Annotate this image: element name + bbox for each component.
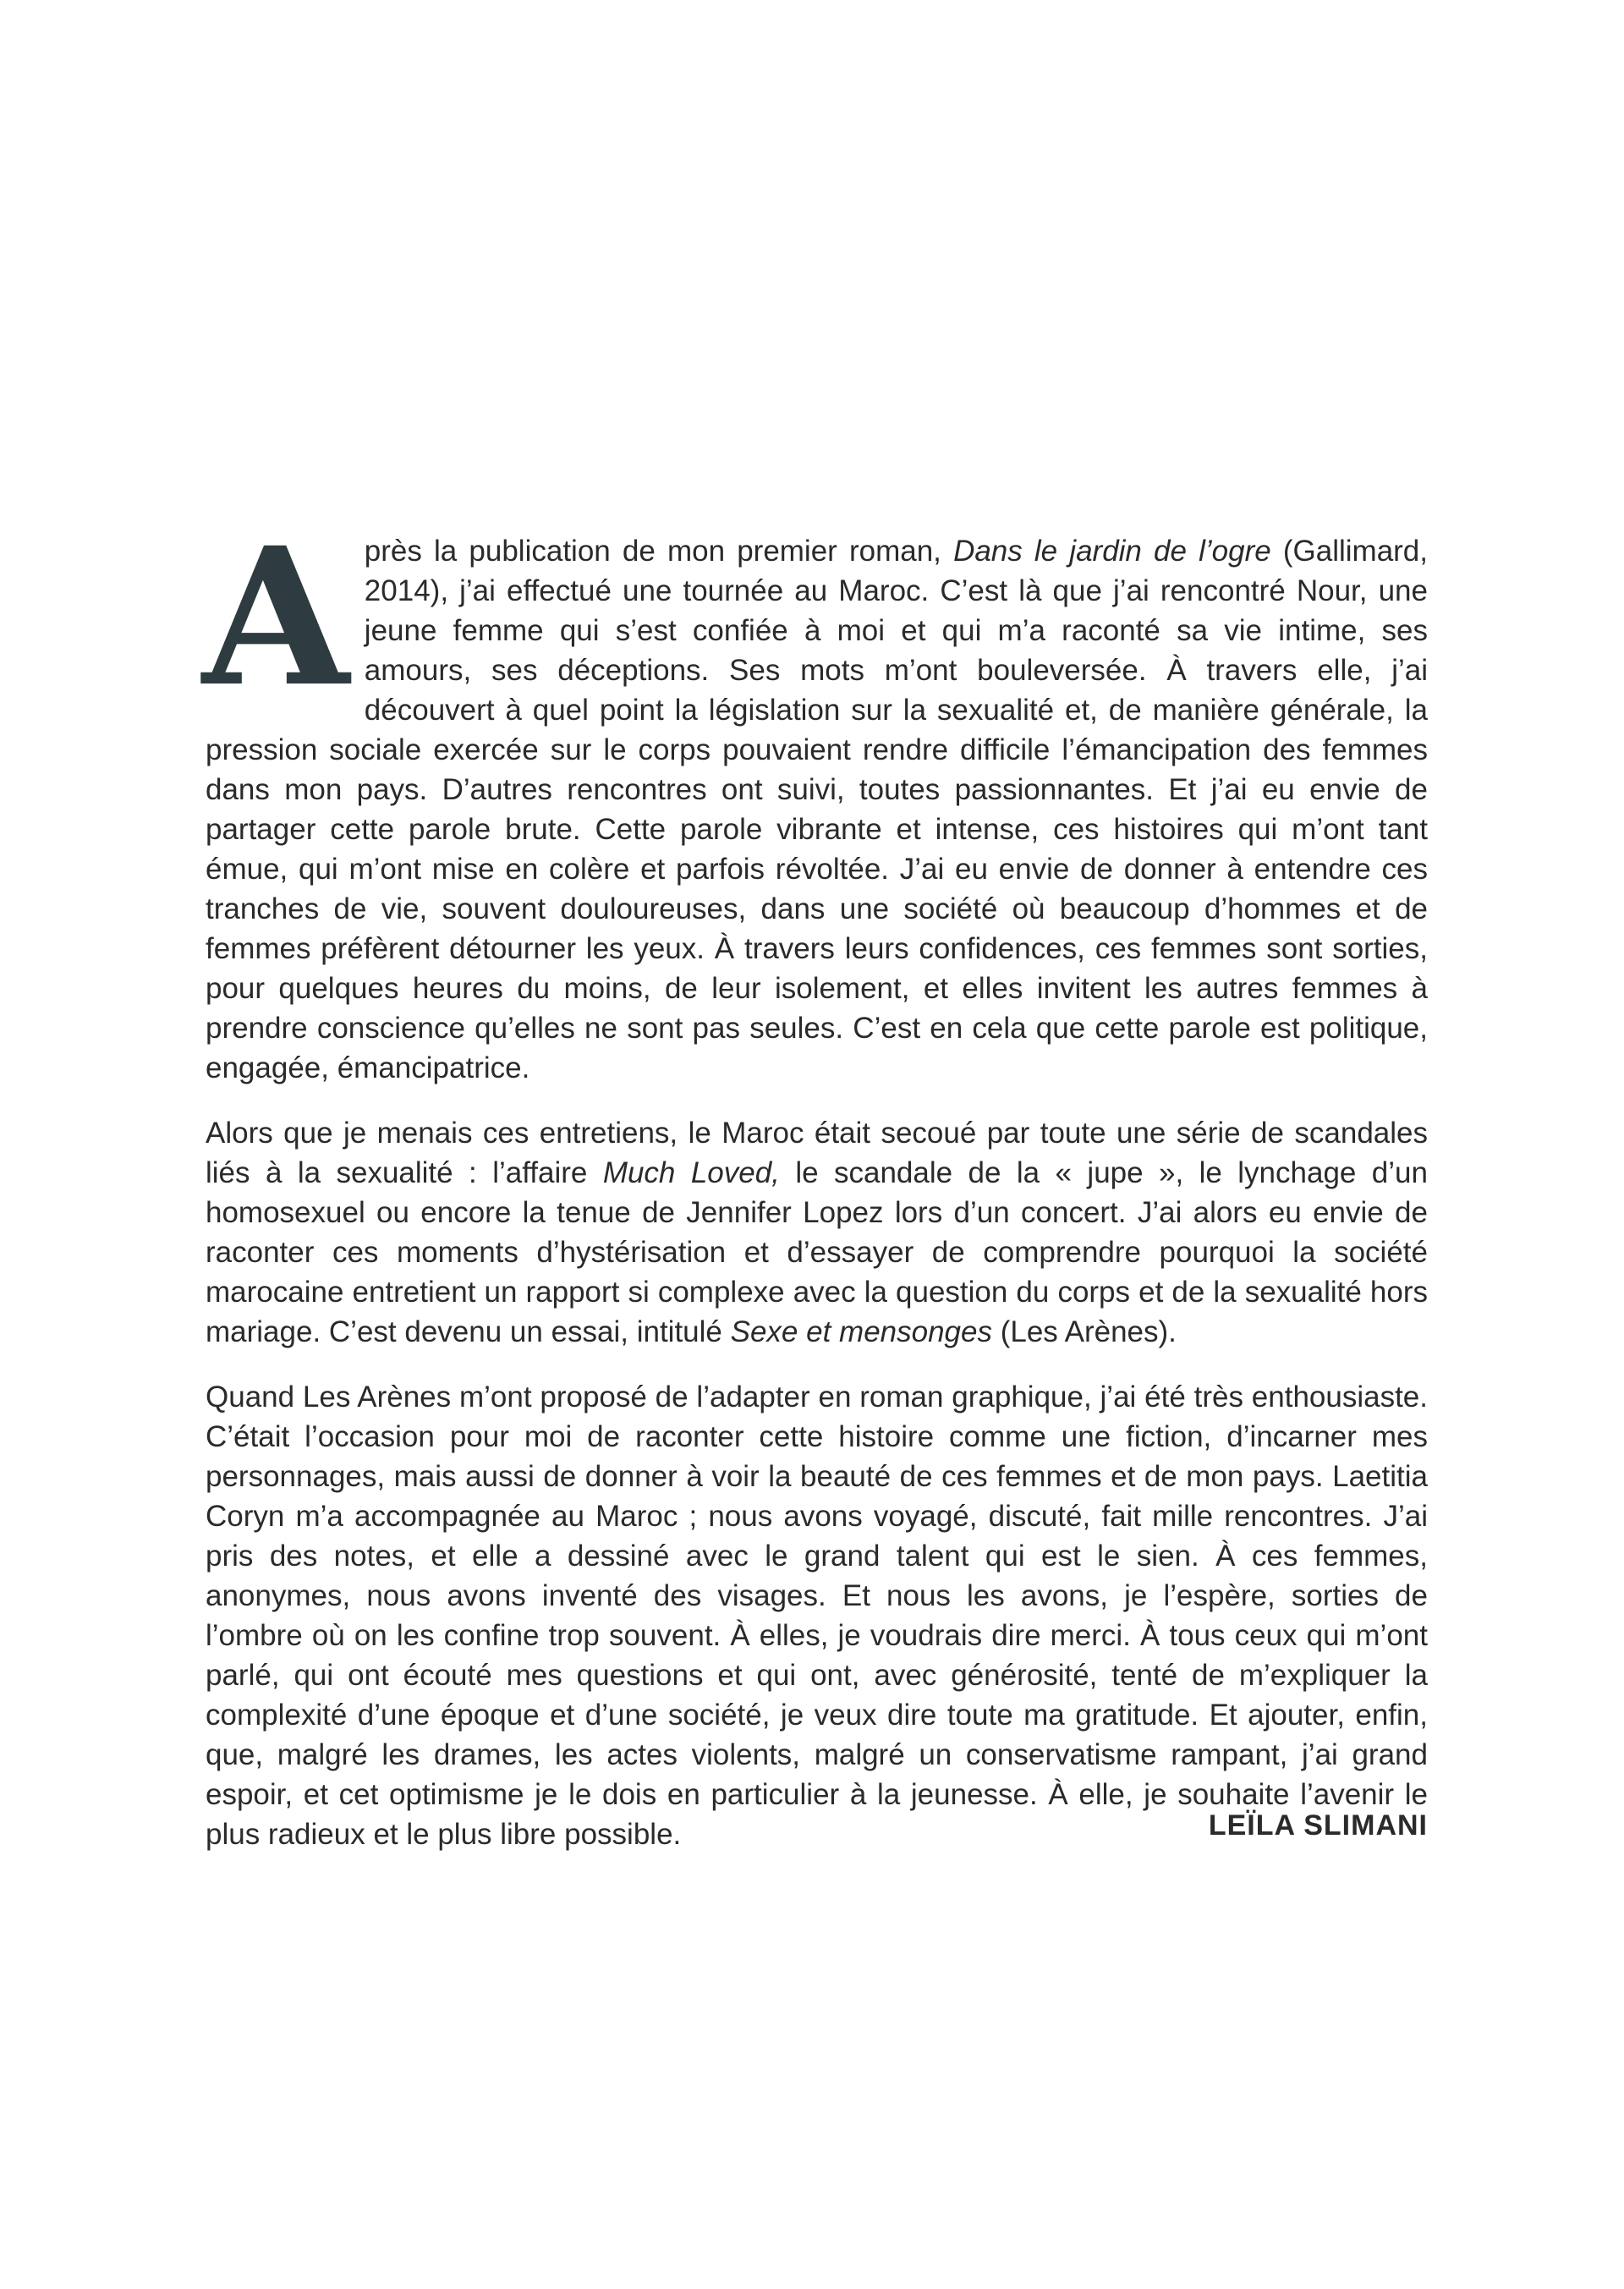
text-run: le scandale de la « jupe », le lynchage d’un homosexuel ou encore la tenue de Jennifer Lopez lors d’un concert. J’ai alors eu envie de raconter ces moments d’hystérisation et d’essayer de comprendre pourquoi la société marocaine entretient un rapport si complexe avec la question du corps et de la sexualité hors mariage. C’est devenu un essai, intitulé (206, 1156, 1428, 1348)
text-run: (Gallimard, 2014), j’ai effectué une tournée au Maroc. C’est là que j’ai rencontré Nour, une jeune femme qui s’est confiée à moi et qui m’a raconté sa vie intime, ses amours, ses déceptions. Ses mots m’ont bouleversée. À travers elle, j’ai découvert à quel point la législation sur la sexualité et, de manière générale, la pression sociale exercée sur le corps pouvaient rendre difficile l’émancipation des femmes dans mon pays. D’autres rencontres ont suivi, toutes passionnantes. Et j’ai eu envie de partager cette parole brute. Cette parole vibrante et intense, ces histoires qui m’ont tant émue, qui m’ont mise en colère et parfois révoltée. J’ai eu envie de donner à entendre ces tranches de vie, souvent douloureuses, dans une société où beaucoup d’hommes et de femmes préfèrent détourner les yeux. À travers leurs confidences, ces femmes sont sorties, pour quelques heures du moins, de leur isolement, et elles invitent les autres femmes à prendre conscience qu’elles ne sont pas seules. C’est en cela que cette parole est politique, engagée, émancipatrice. (206, 535, 1428, 1084)
text-run: Alors que je menais ces entretiens, le Maroc était secoué par toute une série de scandales liés à la sexualité : l’affaire (206, 1117, 1428, 1189)
text-run: près la publication de mon premier roman, (364, 535, 954, 568)
book-title-sexe-et-mensonges: Sexe et mensonges (730, 1315, 992, 1348)
paragraph-1 (202, 506, 1428, 1088)
book-title-dans-le-jardin: Dans le jardin de l’ogre (953, 535, 1271, 568)
author-signature: LEÏLA SLIMANI (1208, 1809, 1428, 1842)
paragraph-3 (206, 1377, 1428, 1854)
drop-cap: A (202, 506, 349, 728)
paragraph-2 (206, 1113, 1428, 1352)
text-run: (Les Arènes). (992, 1315, 1177, 1348)
text-run: Quand Les Arènes m’ont proposé de l’adapter en roman graphique, j’ai été très enthousiaste. C’était l’occasion pour moi de raconter cette histoire comme une fiction, d’incarner mes personnages, mais aussi de donner à voir la beauté de ces femmes et de mon pays. Laetitia Coryn m’a accompagnée au Maroc ; nous avons voyagé, discuté, fait mille rencontres. J’ai pris des notes, et elle a dessiné avec le grand talent qui est le sien. À ces femmes, anonymes, nous avons inventé des visages. Et nous les avons, je l’espère, sorties de l’ombre où on les confine trop souvent. À elles, je voudrais dire merci. À tous ceux qui m’ont parlé, qui ont écouté mes questions et qui ont, avec générosité, tenté de m’expliquer la complexité d’une époque et d’une société, je veux dire toute ma gratitude. Et ajouter, enfin, que, malgré les drames, les actes violents, malgré un conservatisme rampant, j’ai grand espoir, et cet optimisme je le dois en particulier à la jeunesse. À elle, je souhaite l’avenir le plus radieux et le plus libre possible. (206, 1381, 1428, 1851)
film-title-much-loved: Much Loved, (602, 1156, 780, 1189)
body-text (202, 506, 1428, 1854)
